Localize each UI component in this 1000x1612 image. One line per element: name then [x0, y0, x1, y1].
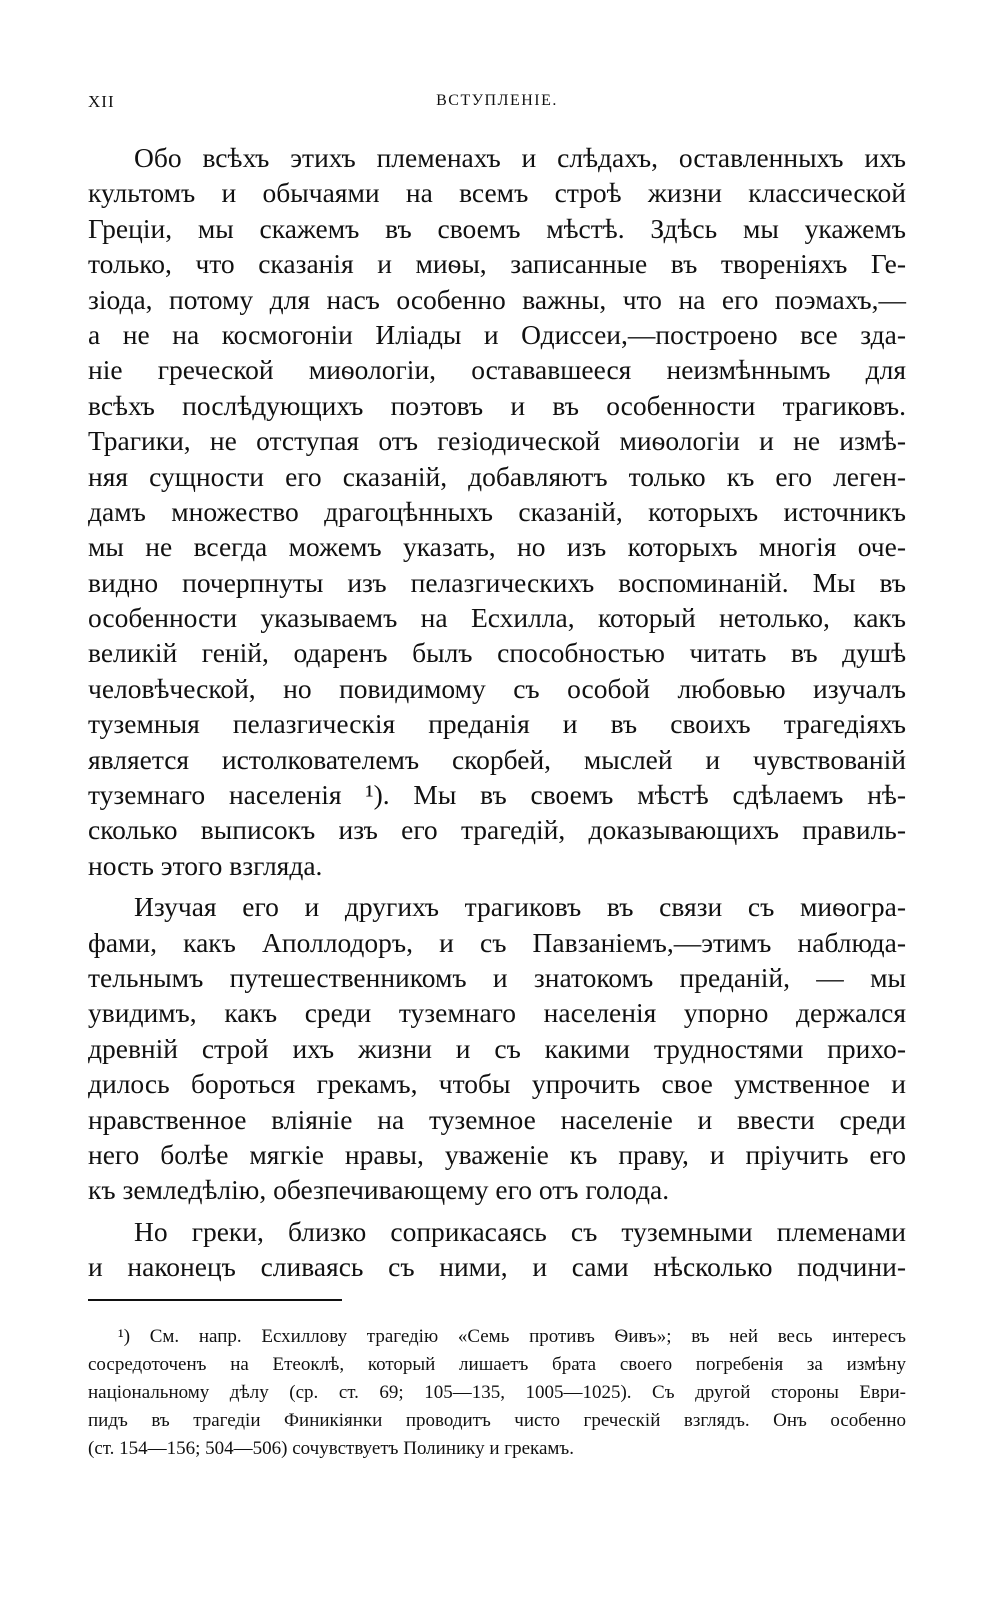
text-line: человѣческой, но повидимому съ особой любовью изучалъ [88, 672, 906, 704]
text-line: нравственное влiянiе на туземное населенiе и ввести среди [88, 1103, 906, 1135]
text-line: Грецiи, мы скажемъ въ своемъ мѣстѣ. Здѣсь мы укажемъ [88, 212, 906, 244]
text-line: Изучая его и другихъ трагиковъ въ связи съ миѳогра- [134, 891, 906, 923]
text-line: только, что сказанiя и миѳы, записанные въ творенiяхъ Ге- [88, 248, 906, 280]
footnote-line: (ст. 154—156; 504—506) сочувствуетъ Полинику и грекамъ. [88, 1438, 575, 1459]
footnote [88, 1323, 906, 1463]
text-line: ность этого взгляда. [88, 849, 323, 881]
footnote-rule [88, 1299, 342, 1301]
text-line: великiй генiй, одаренъ былъ способностью читать въ душѣ [88, 637, 906, 669]
text-line: зiода, потому для насъ особенно важны, что на его поэмахъ,— [88, 283, 906, 315]
paragraph-1 [88, 140, 906, 883]
text-line: сколько выписокъ изъ его трагедiй, доказывающихъ правиль- [88, 814, 906, 846]
text-line: и наконецъ сливаясь съ ними, и сами нѣсколько подчини- [88, 1251, 906, 1283]
text-line: мы не всегда можемъ указать, но изъ которыхъ многiя оче- [88, 531, 906, 563]
text-line: Но греки, близко соприкасаясь съ туземными племенами [134, 1215, 906, 1247]
text-line: увидимъ, какъ среди туземнаго населенiя упорно держался [88, 997, 906, 1029]
text-line: а не на космогонiи Иліады и Одиссеи,—построено все зда- [88, 318, 906, 350]
text-line: няя сущности его сказанiй, добавляютъ только къ его леген- [88, 460, 906, 492]
text-line: Обо всѣхъ этихъ племенахъ и слѣдахъ, оставленныхъ ихъ [134, 142, 906, 173]
text-line: культомъ и обычаями на всемъ строѣ жизни классической [88, 177, 906, 209]
text-line: къ земледѣлiю, обезпечивающему его отъ голода. [88, 1174, 670, 1206]
text-line: Трагики, не отступая отъ гезiодической миѳологiи и не измѣ- [88, 425, 906, 457]
text-line: него болѣе мягкiе нравы, уваженiе къ праву, и прiучить его [88, 1138, 906, 1170]
footnote-line: ¹) См. напр. Есхиллову трагедiю «Семь противъ Ѳивъ»; въ ней весь интересъ [118, 1326, 906, 1347]
page-number: XII [88, 92, 115, 111]
footnote-line: пидъ въ трагедiи Финикiянки проводитъ чисто греческiй взглядъ. Онъ особенно [88, 1410, 906, 1431]
text-line: тельнымъ путешественникомъ и знатокомъ преданiй, — мы [88, 961, 906, 993]
text-line: дилось бороться грекамъ, чтобы упрочить свое умственное и [88, 1068, 906, 1100]
page-header [88, 92, 906, 116]
paragraph-2 [88, 889, 906, 1208]
text-line: нiе греческой миѳологiи, остававшееся неизмѣннымъ для [88, 354, 906, 386]
footnote-line: сосредоточенъ на Етеоклѣ, который лишаетъ брата своего погребенiя за измѣну [88, 1354, 906, 1375]
text-line: видно почерпнуты изъ пелазгическихъ воспоминанiй. Мы въ [88, 566, 906, 598]
text-line: фами, какъ Аполлодоръ, и съ Павзанiемъ,—этимъ наблюда- [88, 926, 906, 958]
paragraph-3 [88, 1214, 906, 1285]
running-title: ВСТУПЛЕНIЕ. [436, 92, 558, 109]
text-line: туземнаго населенiя ¹). Мы въ своемъ мѣстѣ сдѣлаемъ нѣ- [88, 779, 906, 811]
text-line: дамъ множество драгоцѣнныхъ сказанiй, которыхъ источникъ [88, 495, 906, 527]
body-text [88, 140, 906, 1285]
text-line: туземныя пелазгическiя преданiя и въ своихъ трагедiяхъ [88, 708, 906, 740]
text-line: всѣхъ послѣдующихъ поэтовъ и въ особенности трагиковъ. [88, 389, 906, 421]
text-line: древнiй строй ихъ жизни и съ какими трудностями прихо- [88, 1032, 906, 1064]
footnote-line: нацiональному дѣлу (ср. ст. 69; 105—135, 1005—1025). Съ другой стороны Еври- [88, 1382, 906, 1403]
text-line: особенности указываемъ на Есхилла, который нетолько, какъ [88, 602, 906, 634]
text-line: является истолкователемъ скорбей, мыслей и чувствованiй [88, 743, 906, 775]
